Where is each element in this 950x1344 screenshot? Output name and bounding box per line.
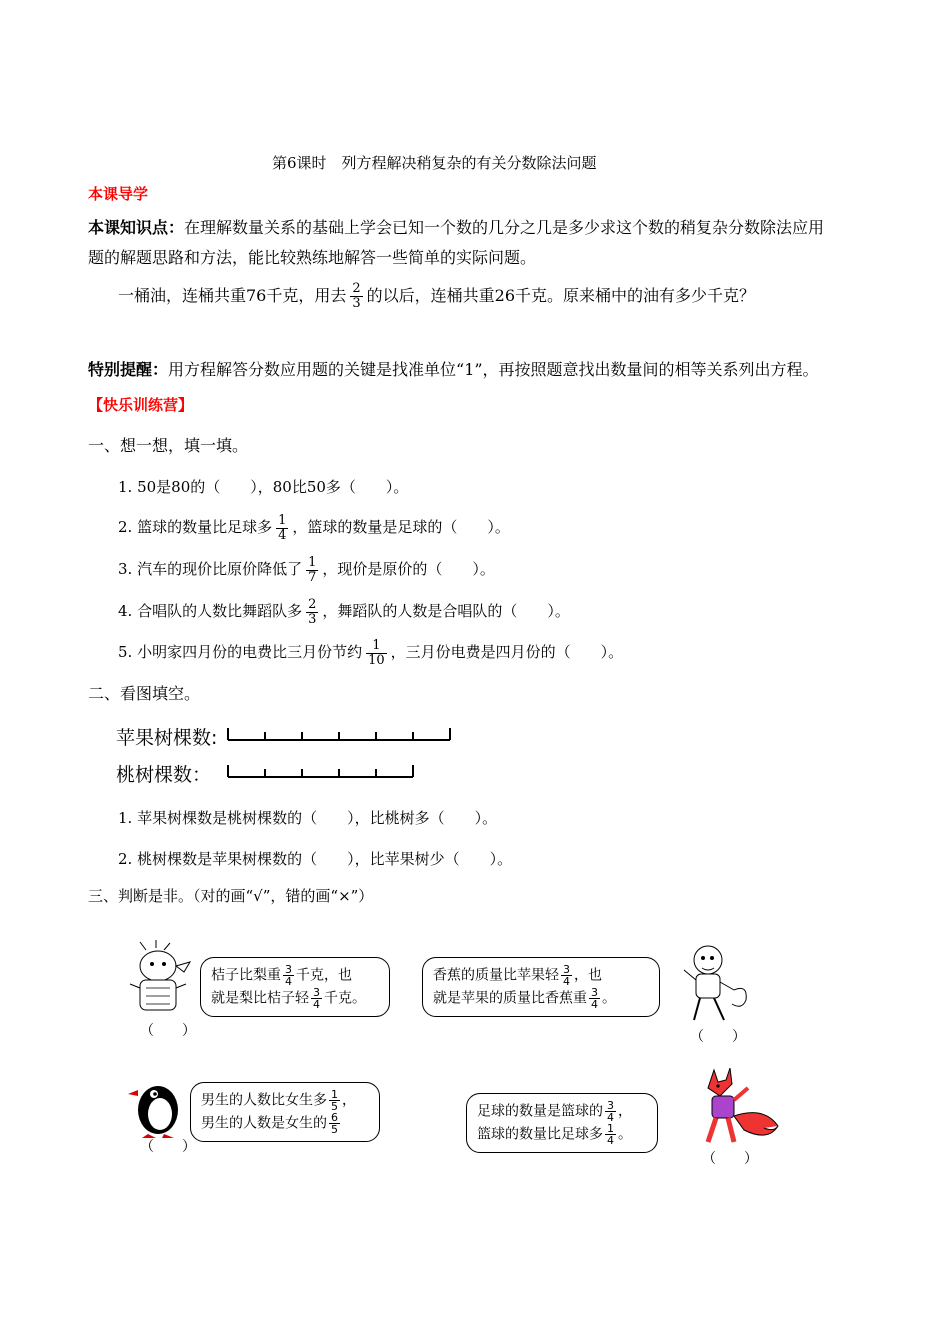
fraction-num: 3 — [607, 1099, 614, 1112]
knowledge-text-2: 题的解题思路和方法，能比较熟练地解答一些简单的实际问题。 — [88, 248, 537, 267]
fraction-num: 2 — [308, 596, 317, 612]
text: 。 — [602, 990, 616, 1007]
question-1-2 — [118, 513, 510, 543]
bubble-line — [477, 1123, 647, 1146]
fraction-num: 3 — [285, 963, 292, 976]
fraction — [276, 514, 288, 543]
fraction — [605, 1100, 616, 1123]
bubble-line — [201, 1112, 369, 1135]
peach-tree-label: 桃树棵数： — [116, 764, 212, 786]
speech-bubble-2 — [422, 957, 660, 1017]
practice-heading: 【快乐训练营】 — [88, 396, 194, 414]
text: 千克。 — [324, 990, 366, 1007]
apple-tree-label: 苹果树棵数: — [116, 727, 218, 749]
bubble-line — [211, 987, 379, 1010]
question-1-5 — [118, 638, 623, 668]
bubble-line — [433, 964, 649, 987]
fraction-den: 4 — [591, 998, 598, 1011]
q-after: ，篮球的数量是足球的（ ）。 — [292, 518, 510, 536]
guide-heading: 本课导学 — [88, 185, 149, 203]
example-problem — [118, 282, 755, 311]
fraction — [605, 1123, 616, 1146]
peach-tree-segment-bar — [226, 763, 458, 783]
goat-character-illustration — [126, 940, 196, 1020]
fraction-num: 3 — [563, 963, 570, 976]
q-after: ，舞蹈队的人数是合唱队的（ ）。 — [322, 602, 570, 620]
fraction-den: 4 — [607, 1134, 614, 1147]
question-2-2: 2. 桃树棵数是苹果树棵数的（ ），比苹果树少（ ）。 — [118, 850, 513, 868]
text: 香蕉的质量比苹果轻 — [433, 967, 559, 984]
apple-tree-segment-bar — [226, 726, 458, 746]
question-2-1: 1. 苹果树棵数是桃树棵数的（ ），比桃树多（ ）。 — [118, 809, 498, 827]
bubble-line — [477, 1100, 647, 1123]
fraction-num: 1 — [331, 1088, 338, 1101]
fraction-num: 2 — [352, 281, 361, 296]
knowledge-label: 本课知识点： — [88, 218, 185, 237]
penguin-character-illustration — [128, 1076, 188, 1140]
fraction-den: 4 — [313, 998, 320, 1011]
fraction — [329, 1089, 340, 1112]
text: 桔子比梨重 — [211, 967, 281, 984]
q-before: 5. 小明家四月份的电费比三月份节约 — [118, 643, 363, 661]
question-1-4 — [118, 597, 570, 627]
text: 足球的数量是篮球的 — [477, 1103, 603, 1120]
fraction-den: 3 — [352, 296, 361, 311]
fraction-num: 1 — [372, 637, 381, 653]
tip-label: 特别提醒： — [88, 360, 169, 379]
text: ，也 — [574, 967, 602, 984]
knowledge-line-1 — [88, 214, 824, 242]
text: 就是苹果的质量比香蕉重 — [433, 990, 587, 1007]
fraction-den: 10 — [368, 652, 385, 668]
text: 篮球的数量比足球多 — [477, 1126, 603, 1143]
fraction-den: 4 — [607, 1111, 614, 1124]
fraction-num: 1 — [607, 1122, 614, 1135]
bubble-line — [201, 1089, 369, 1112]
speech-bubble-3 — [190, 1082, 380, 1142]
q-before: 2. 篮球的数量比足球多 — [118, 518, 273, 536]
fraction — [329, 1112, 340, 1135]
q-after: ，三月份电费是四月份的（ ）。 — [390, 643, 624, 661]
question-1-1: 1. 50是80的（ ），80比50多（ ）。 — [118, 478, 409, 496]
tip-text: 用方程解答分数应用题的关键是找准单位“1”，再按照题意找出数量间的相等关系列出方程。 — [168, 360, 819, 379]
example-after: 的以后，连桶共重26千克。原来桶中的油有多少千克？ — [366, 286, 756, 305]
fraction-num: 1 — [308, 554, 317, 570]
text: ， — [618, 1103, 632, 1120]
question-1-3 — [118, 555, 495, 585]
fraction-num: 1 — [278, 512, 287, 528]
text: ， — [342, 1092, 356, 1109]
fraction-den: 4 — [285, 975, 292, 988]
section3-heading: 三、判断是非。（对的画“√”，错的画“×”） — [88, 887, 374, 905]
tip-line — [88, 356, 819, 384]
speech-bubble-4 — [466, 1093, 658, 1153]
fraction — [306, 598, 318, 627]
text: 男生的人数比女生多 — [201, 1092, 327, 1109]
fraction — [283, 964, 294, 987]
fraction-num: 3 — [591, 986, 598, 999]
fraction-den: 5 — [331, 1100, 338, 1113]
knowledge-text-1: 在理解数量关系的基础上学会已知一个数的几分之几是多少求这个数的稍复杂分数除法应用 — [184, 218, 825, 237]
fraction — [561, 964, 572, 987]
fraction-den: 4 — [278, 527, 287, 543]
answer-blank-2[interactable]: （ ） — [690, 1029, 746, 1045]
page-title: 第6课时 列方程解决稍复杂的有关分数除法问题 — [272, 154, 597, 172]
fraction-den: 7 — [308, 569, 317, 585]
fraction-den: 4 — [563, 975, 570, 988]
speech-bubble-1 — [200, 957, 390, 1017]
bubble-line — [433, 987, 649, 1010]
answer-blank-3[interactable]: （ ） — [140, 1139, 196, 1155]
text: 就是梨比桔子轻 — [211, 990, 309, 1007]
text: 千克，也 — [296, 967, 352, 984]
q-after: ，现价是原价的（ ）。 — [322, 560, 495, 578]
example-before: 一桶油，连桶共重76千克，用去 — [118, 286, 347, 305]
fraction — [589, 987, 600, 1010]
answer-blank-4[interactable]: （ ） — [702, 1151, 758, 1167]
q-before: 4. 合唱队的人数比舞蹈队多 — [118, 602, 303, 620]
fraction-den: 3 — [308, 611, 317, 627]
fox-character-illustration — [694, 1066, 786, 1148]
bubble-line — [211, 964, 379, 987]
monkey-character-illustration — [678, 940, 754, 1026]
answer-blank-1[interactable]: （ ） — [140, 1023, 196, 1039]
text: 。 — [618, 1126, 632, 1143]
fraction-num: 6 — [331, 1111, 338, 1124]
fraction — [350, 282, 362, 311]
text: 男生的人数是女生的 — [201, 1115, 327, 1132]
section2-heading: 二、看图填空。 — [88, 684, 201, 703]
fraction-den: 5 — [331, 1123, 338, 1136]
fraction-num: 3 — [313, 986, 320, 999]
fraction — [306, 556, 318, 585]
section1-heading: 一、想一想，填一填。 — [88, 436, 249, 455]
fraction — [311, 987, 322, 1010]
q-before: 3. 汽车的现价比原价降低了 — [118, 560, 303, 578]
fraction — [366, 639, 387, 668]
